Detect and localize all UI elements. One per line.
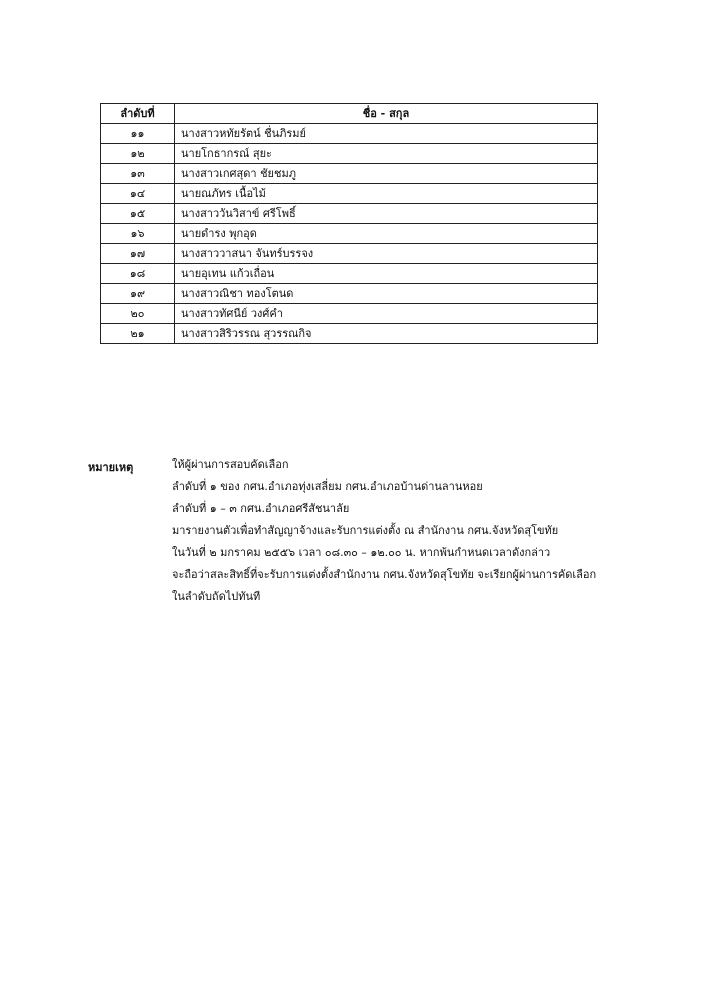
table-row xyxy=(101,324,598,344)
table-row xyxy=(101,304,598,324)
table-row xyxy=(101,164,598,184)
row-name: นางสาวทัศนีย์ วงศ์คำ xyxy=(175,304,598,324)
row-name: นางสาวสิริวรรณ สุวรรณกิจ xyxy=(175,324,598,344)
row-order: ๑๖ xyxy=(101,224,175,244)
row-order: ๒๑ xyxy=(101,324,175,344)
row-order: ๑๔ xyxy=(101,184,175,204)
table-row xyxy=(101,124,598,144)
remarks-line: ให้ผู้ผ่านการสอบคัดเลือก xyxy=(172,458,289,471)
header-name: ชื่อ - สกุล xyxy=(175,104,598,124)
remarks-line: ในลำดับถัดไปทันที xyxy=(172,590,261,603)
row-name: นางสาวหทัยรัตน์ ชื่นภิรมย์ xyxy=(175,124,598,144)
table-row xyxy=(101,284,598,304)
row-order: ๑๘ xyxy=(101,264,175,284)
row-order: ๒๐ xyxy=(101,304,175,324)
row-name: นางสาวเกศสุดา ชัยชมภู xyxy=(175,164,598,184)
row-name: นายโกธากรณ์ สุยะ xyxy=(175,144,598,164)
row-name: นายอุเทน แก้วเถื่อน xyxy=(175,264,598,284)
remarks-line: มารายงานตัวเพื่อทำสัญญาจ้างและรับการแต่งตั้ง ณ สำนักงาน กศน.จังหวัดสุโขทัย xyxy=(172,524,559,537)
table-row xyxy=(101,144,598,164)
remarks-line: ลำดับที่ ๑ – ๓ กศน.อำเภอศรีสัชนาลัย xyxy=(172,502,350,515)
table-row xyxy=(101,244,598,264)
row-name: นางสาวณิชา ทองโตนด xyxy=(175,284,598,304)
remarks-line: จะถือว่าสละสิทธิ์ที่จะรับการแต่งตั้งสำนักงาน กศน.จังหวัดสุโขทัย จะเรียกผู้ผ่านการคัดเลือก xyxy=(172,568,597,581)
header-order: ลำดับที่ xyxy=(101,104,175,124)
candidate-table xyxy=(100,103,598,344)
table-row xyxy=(101,204,598,224)
row-order: ๑๗ xyxy=(101,244,175,264)
table-row xyxy=(101,264,598,284)
row-name: นายณภัทร เนื้อไม้ xyxy=(175,184,598,204)
remarks-label: หมายเหตุ xyxy=(88,461,134,474)
row-order: ๑๙ xyxy=(101,284,175,304)
row-name: นายดำรง พุกอุด xyxy=(175,224,598,244)
row-order: ๑๒ xyxy=(101,144,175,164)
table-header-row xyxy=(101,104,598,124)
remarks-text xyxy=(172,458,707,612)
table-row xyxy=(101,224,598,244)
row-order: ๑๓ xyxy=(101,164,175,184)
remarks-line: ในวันที่ ๒ มกราคม ๒๕๕๖ เวลา ๐๘.๓๐ – ๑๒.๐๐ น. หากพ้นกำหนดเวลาดังกล่าว xyxy=(172,546,551,559)
row-order: ๑๑ xyxy=(101,124,175,144)
remarks-line: ลำดับที่ ๑ ของ กศน.อำเภอทุ่งเสลี่ยม กศน.อำเภอบ้านด่านลานหอย xyxy=(172,480,483,493)
row-order: ๑๕ xyxy=(101,204,175,224)
table-row xyxy=(101,184,598,204)
row-name: นางสาววาสนา จันทร์บรรจง xyxy=(175,244,598,264)
row-name: นางสาววันวิสาข์ ศรีโพธิ์ xyxy=(175,204,598,224)
